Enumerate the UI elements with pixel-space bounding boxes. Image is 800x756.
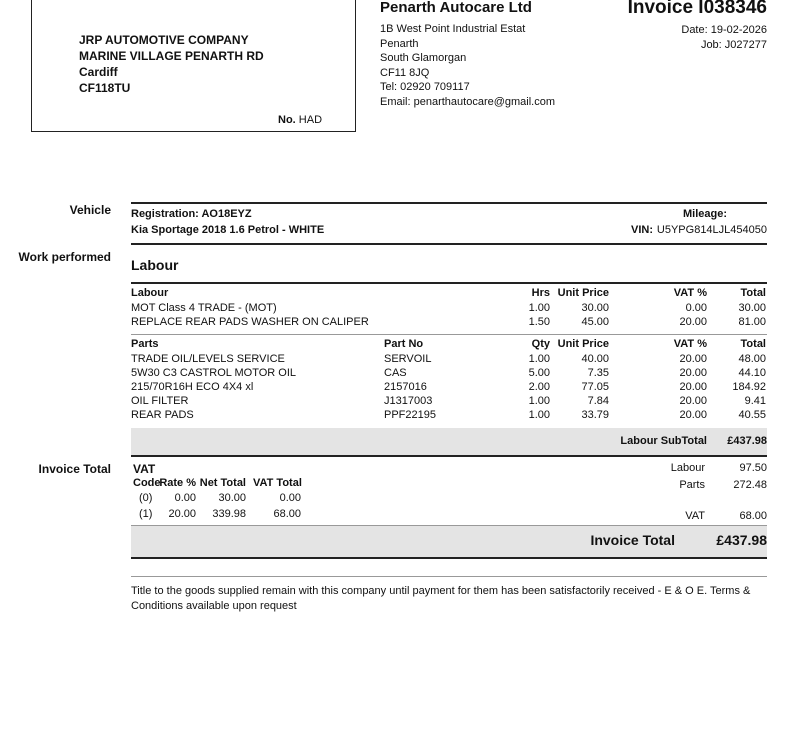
table-cell: 20.00 — [679, 395, 707, 407]
vat-table — [133, 476, 333, 526]
table-cell: 81.00 — [738, 316, 766, 328]
invoice-total-value: £437.98 — [716, 532, 767, 548]
labour-desc-col — [131, 301, 369, 329]
table-cell: 68.00 — [273, 508, 301, 520]
parts-partno-header: Part No — [384, 338, 424, 350]
invoice-total-label: Invoice Total — [590, 532, 675, 548]
mileage-label: Mileage: — [682, 208, 727, 220]
table-cell: 339.98 — [212, 508, 246, 520]
table-cell: 40.55 — [738, 409, 766, 421]
table-cell: 48.00 — [738, 353, 766, 365]
vehicle-section-label: Vehicle — [69, 203, 111, 217]
parts-vat-header: VAT % — [673, 338, 707, 350]
summary-vat-label: VAT — [685, 510, 705, 522]
table-cell: 0.00 — [174, 492, 196, 504]
vehicle-description: Kia Sportage 2018 1.6 Petrol - WHITE — [131, 224, 325, 236]
vat-net-col — [199, 491, 246, 523]
customer-number — [278, 114, 322, 126]
table-cell: 20.00 — [679, 381, 707, 393]
table-row: 5W30 C3 CASTROL MOTOR OIL — [131, 367, 297, 379]
subtotal-value: £437.98 — [727, 435, 767, 447]
customer-postcode: CF118TU — [79, 81, 131, 95]
table-cell: 1.50 — [528, 316, 550, 328]
footer-rule — [131, 576, 767, 577]
vat-code-col — [139, 491, 152, 523]
table-cell: 1.00 — [528, 353, 550, 365]
vat-rate-col — [159, 491, 196, 523]
subtotal-label: Labour SubTotal — [620, 435, 707, 447]
company-name: Penarth Autocare Ltd — [380, 0, 532, 16]
summary-vat-value: 68.00 — [739, 510, 767, 522]
table-cell: SERVOIL — [384, 353, 432, 365]
parts-qty-col — [511, 352, 550, 422]
invoice-job: Job: J027277 — [700, 38, 767, 51]
summary-parts-value: 272.48 — [733, 479, 767, 491]
table-cell: 2.00 — [528, 381, 550, 393]
table-cell: 30.00 — [581, 302, 609, 314]
summary-labour-label: Labour — [670, 462, 705, 474]
table-cell: 2157016 — [384, 381, 427, 393]
company-email: Email: penarthautocare@gmail.com — [380, 95, 556, 108]
vehicle-top-rule — [131, 202, 767, 204]
vat-total-header: VAT Total — [253, 477, 302, 489]
customer-name: JRP AUTOMOTIVE COMPANY — [79, 33, 249, 47]
parts-unit-header: Unit Price — [557, 338, 609, 350]
labour-vat-col — [651, 301, 707, 329]
invoice-title: Invoice I038346 — [627, 0, 767, 18]
table-cell: 20.00 — [679, 409, 707, 421]
table-cell: 1.00 — [528, 409, 550, 421]
totals-section-label: Invoice Total — [38, 462, 111, 476]
vat-rate-header: Rate % — [159, 477, 196, 489]
table-row: TRADE OIL/LEVELS SERVICE — [131, 353, 285, 365]
labour-hrs-col — [511, 301, 550, 329]
parts-unit-col — [551, 352, 609, 422]
company-address-line: South Glamorgan — [380, 52, 467, 64]
parts-vat-col — [651, 352, 707, 422]
vin-label: VIN: — [631, 224, 653, 236]
table-row: MOT Class 4 TRADE - (MOT) — [131, 302, 277, 314]
table-row: OIL FILTER — [131, 395, 189, 407]
table-cell: 30.00 — [218, 492, 246, 504]
table-cell: 20.00 — [679, 353, 707, 365]
company-address-line: Penarth — [380, 37, 419, 50]
vin-value: U5YPG814LJL454050 — [656, 224, 767, 236]
customer-no-label: No. — [278, 114, 296, 126]
table-cell: 1.00 — [528, 302, 550, 314]
parts-partno-col — [384, 352, 436, 422]
table-cell: 184.92 — [732, 381, 766, 393]
customer-address — [79, 32, 264, 96]
table-cell: CAS — [384, 367, 407, 379]
labour-total-col — [711, 301, 766, 329]
table-cell: 44.10 — [738, 367, 766, 379]
labour-table — [131, 286, 767, 336]
table-cell: 20.00 — [679, 367, 707, 379]
company-tel: Tel: 02920 709117 — [380, 81, 470, 93]
table-cell: 0.00 — [685, 302, 707, 314]
subtotal-rule — [131, 455, 767, 457]
table-cell: 20.00 — [679, 316, 707, 328]
table-row: 215/70R16H ECO 4X4 xl — [131, 381, 254, 393]
work-section-label: Work performed — [18, 250, 111, 264]
parts-qty-header: Qty — [531, 338, 550, 350]
customer-city: Cardiff — [79, 65, 118, 79]
table-cell: 40.00 — [581, 353, 609, 365]
vat-amount-col — [253, 491, 301, 523]
parts-table — [131, 337, 767, 427]
labour-divider — [131, 334, 767, 335]
table-cell: 20.00 — [168, 508, 196, 520]
parts-total-header: Total — [740, 338, 766, 350]
invoice-meta — [681, 23, 767, 52]
table-cell: 33.79 — [581, 409, 609, 421]
table-cell: (0) — [139, 492, 153, 504]
invoice-date: Date: 19-02-2026 — [681, 24, 767, 36]
table-cell: 1.00 — [528, 395, 550, 407]
table-cell: (1) — [139, 508, 153, 520]
company-address — [380, 22, 555, 109]
total-bottom-rule — [131, 557, 767, 559]
vat-title: VAT — [133, 462, 156, 476]
table-cell: 30.00 — [738, 302, 766, 314]
table-cell: 77.05 — [581, 381, 609, 393]
vat-code-header: Code — [133, 477, 161, 489]
parts-col-header: Parts — [131, 338, 159, 350]
labour-hrs-header: Hrs — [531, 287, 550, 299]
labour-col-header: Labour — [131, 287, 169, 299]
vehicle-bottom-rule — [131, 243, 767, 245]
table-cell: 45.00 — [581, 316, 609, 328]
vat-net-header: Net Total — [199, 477, 246, 489]
summary-labour-value: 97.50 — [739, 462, 767, 474]
table-cell: 0.00 — [279, 492, 301, 504]
table-cell: 7.35 — [587, 367, 609, 379]
labour-top-rule — [131, 282, 767, 284]
table-row: REPLACE REAR PADS WASHER ON CALIPER — [131, 316, 369, 328]
parts-total-col — [711, 352, 766, 422]
table-cell: 7.84 — [587, 395, 609, 407]
table-cell: 5.00 — [528, 367, 550, 379]
labour-unit-header: Unit Price — [557, 287, 609, 299]
vehicle-registration: Registration: AO18EYZ — [131, 208, 252, 220]
table-cell: PPF22195 — [384, 409, 436, 421]
company-address-line: CF11 8JQ — [380, 66, 430, 79]
labour-vat-header: VAT % — [673, 287, 707, 299]
table-row: REAR PADS — [131, 409, 194, 421]
company-address-line: 1B West Point Industrial Estat — [380, 23, 526, 35]
table-cell: J1317003 — [384, 395, 433, 407]
labour-total-header: Total — [740, 287, 766, 299]
customer-no-value: HAD — [298, 114, 323, 126]
terms-text: Title to the goods supplied remain with this company until payment for them has been satisfactorily received - E & O E. Terms & Conditions available upon request — [131, 585, 751, 612]
parts-desc-col — [131, 352, 296, 422]
summary-parts-label: Parts — [679, 479, 705, 491]
customer-street: MARINE VILLAGE PENARTH RD — [79, 49, 264, 63]
labour-unit-col — [551, 301, 609, 329]
table-cell: 9.41 — [744, 395, 766, 407]
work-heading: Labour — [131, 257, 179, 273]
